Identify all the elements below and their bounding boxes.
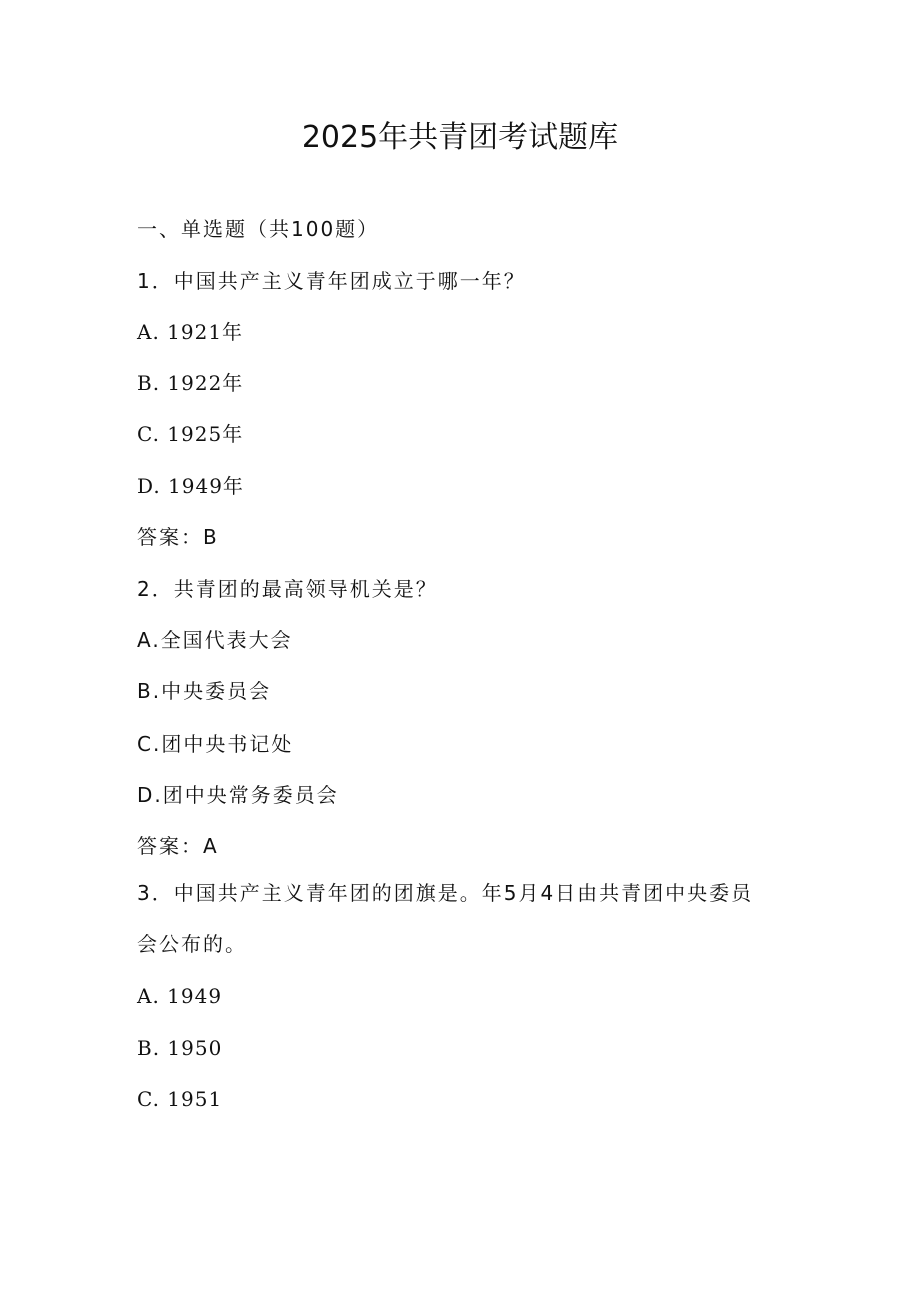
page-title: 2025年共青团考试题库 bbox=[301, 120, 619, 155]
question-3-option-b: B. 1950 bbox=[137, 1036, 223, 1060]
section-heading: 一、单选题（共100题） bbox=[137, 217, 380, 241]
question-3-option-a: A. 1949 bbox=[137, 984, 223, 1008]
question-2-option-d: D.团中央常务委员会 bbox=[137, 783, 339, 807]
question-3-stem-line-1: 3．中国共产主义青年团的团旗是。年5月4日由共青团中央委员 bbox=[137, 881, 754, 905]
question-2-option-a: A.全国代表大会 bbox=[137, 628, 293, 652]
question-1-stem: 1．中国共产主义青年团成立于哪一年？ bbox=[137, 269, 526, 293]
question-1-option-b: B. 1922年 bbox=[137, 371, 244, 395]
question-1-option-a: A. 1921年 bbox=[137, 320, 244, 344]
question-1-option-c: C. 1925年 bbox=[137, 422, 244, 446]
question-1-option-d: D. 1949年 bbox=[137, 474, 244, 498]
question-2-stem: 2．共青团的最高领导机关是？ bbox=[137, 577, 438, 601]
question-1-answer: 答案：B bbox=[137, 525, 219, 549]
question-3-option-c: C. 1951 bbox=[137, 1087, 223, 1111]
question-2-option-c: C.团中央书记处 bbox=[137, 732, 294, 756]
question-2-answer: 答案：A bbox=[137, 834, 219, 858]
question-3-stem-line-2: 会公布的。 bbox=[137, 932, 247, 956]
question-2-option-b: B.中央委员会 bbox=[137, 679, 272, 703]
